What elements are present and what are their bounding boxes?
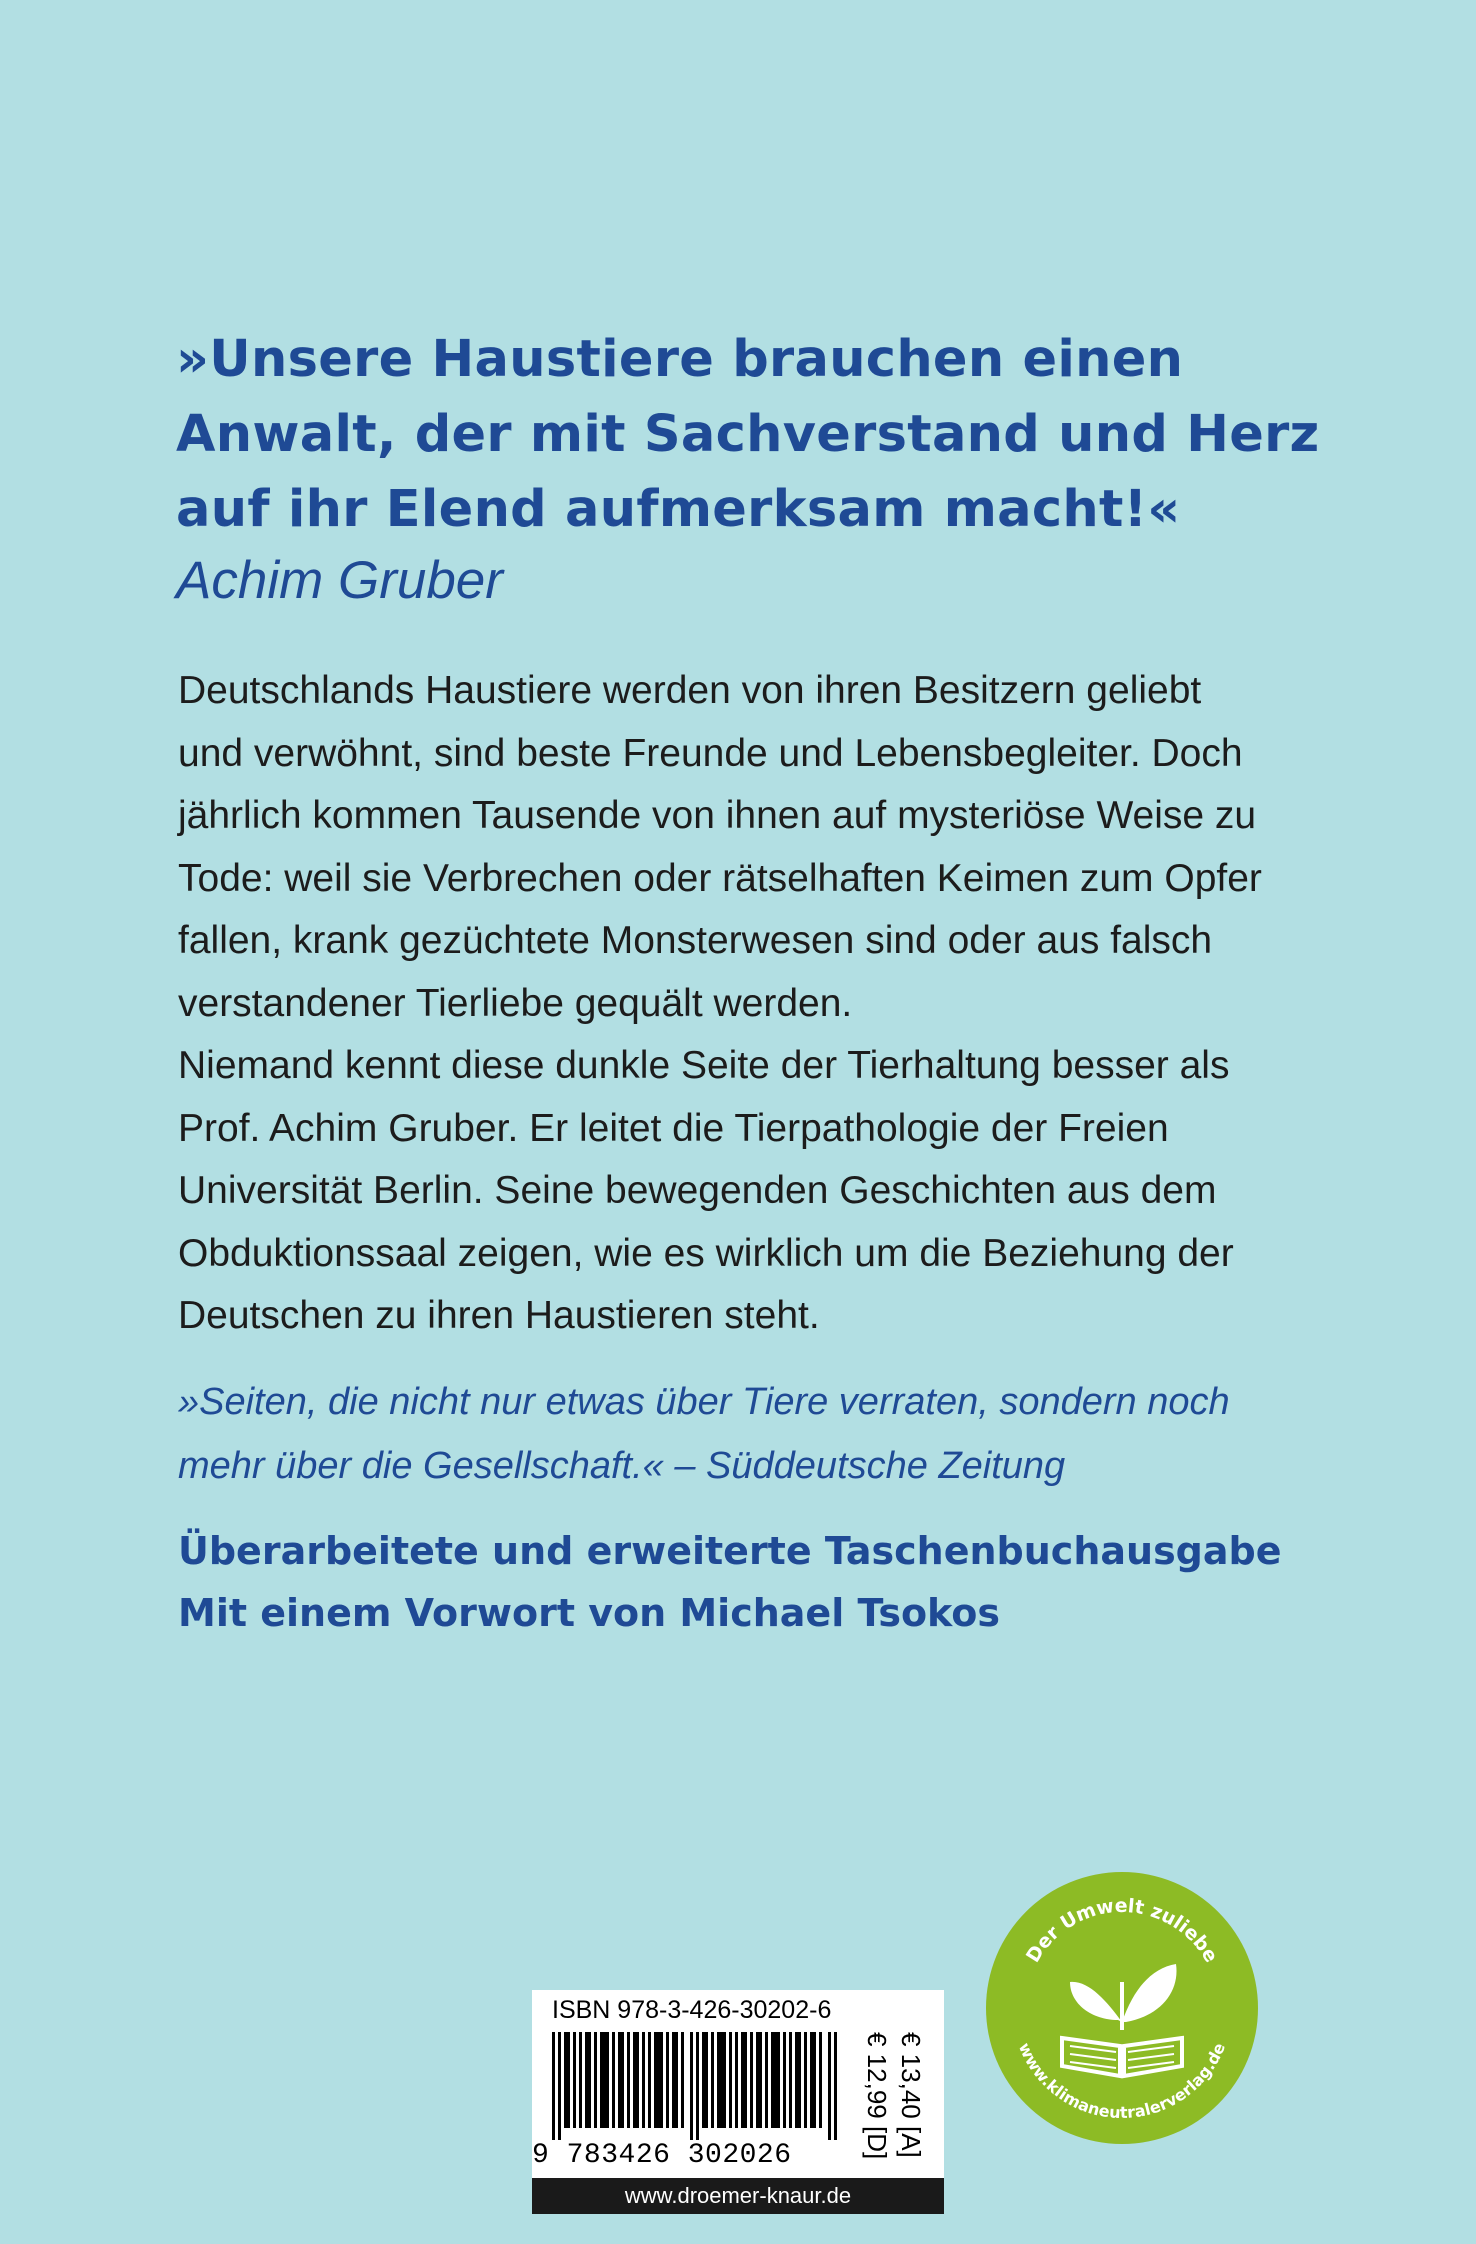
review-line-1: »Seiten, die nicht nur etwas über Tiere verraten, sondern noch bbox=[178, 1381, 1230, 1423]
press-review bbox=[178, 1370, 1328, 1498]
edition-note bbox=[178, 1520, 1328, 1644]
price-austria: € 13,40 [A] bbox=[896, 2032, 926, 2158]
isbn-label: ISBN 978-3-426-30202-6 bbox=[552, 1996, 832, 2024]
barcode-icon bbox=[552, 2032, 852, 2140]
text-line: jährlich kommen Tausende von ihnen auf mysteriöse Weise zu bbox=[178, 794, 1257, 837]
publisher-url: www.droemer-knaur.de bbox=[532, 2178, 944, 2214]
quote-line-3: auf ihr Elend aufmerksam macht!« bbox=[176, 480, 1181, 539]
description-text bbox=[178, 660, 1328, 1348]
badge-bottom-text: www.klimaneutralerverlag.de bbox=[1014, 2039, 1230, 2123]
text-line: Obduktionssaal zeigen, wie es wirklich um die Beziehung der bbox=[178, 1231, 1234, 1275]
text-line: Deutschen zu ihren Haustieren steht. bbox=[178, 1294, 820, 1337]
text-line: fallen, krank gezüchtete Monsterwesen sind oder aus falsch bbox=[178, 919, 1213, 962]
quote-line-1: »Unsere Haustiere brauchen einen bbox=[176, 330, 1184, 389]
review-line-2: mehr über die Gesellschaft.« – Süddeutsche Zeitung bbox=[178, 1445, 1066, 1487]
description-paragraph-2 bbox=[178, 1035, 1328, 1348]
barcode-digits: 9 783426 302026 bbox=[532, 2140, 792, 2171]
text-line: und verwöhnt, sind beste Freunde und Lebensbegleiter. Doch bbox=[178, 731, 1243, 775]
headline-quote bbox=[176, 322, 1326, 547]
description-paragraph-1 bbox=[178, 660, 1328, 1035]
quote-author: Achim Gruber bbox=[176, 551, 503, 610]
text-line: Niemand kennt diese dunkle Seite der Tierhaltung besser als bbox=[178, 1044, 1230, 1087]
price-germany: € 12,99 [D] bbox=[862, 2032, 892, 2160]
edition-line-2: Mit einem Vorwort von Michael Tsokos bbox=[178, 1591, 1001, 1635]
quote-line-2: Anwalt, der mit Sachverstand und Herz bbox=[176, 405, 1320, 464]
text-line: verstandener Tierliebe gequält werden. bbox=[178, 981, 853, 1025]
text-line: Universität Berlin. Seine bewegenden Geschichten aus dem bbox=[178, 1169, 1217, 1212]
text-line: Tode: weil sie Verbrechen oder rätselhaften Keimen zum Opfer bbox=[178, 856, 1262, 900]
text-line: Deutschlands Haustiere werden von ihren Besitzern geliebt bbox=[178, 669, 1202, 712]
edition-line-1: Überarbeitete und erweiterte Taschenbuchausgabe bbox=[178, 1529, 1282, 1573]
badge-top-text: Der Umwelt zuliebe bbox=[1022, 1894, 1223, 1967]
barcode-box bbox=[532, 1990, 944, 2214]
text-line: Prof. Achim Gruber. Er leitet die Tierpathologie der Freien bbox=[178, 1106, 1169, 1150]
climate-neutral-badge bbox=[984, 1870, 1260, 2146]
